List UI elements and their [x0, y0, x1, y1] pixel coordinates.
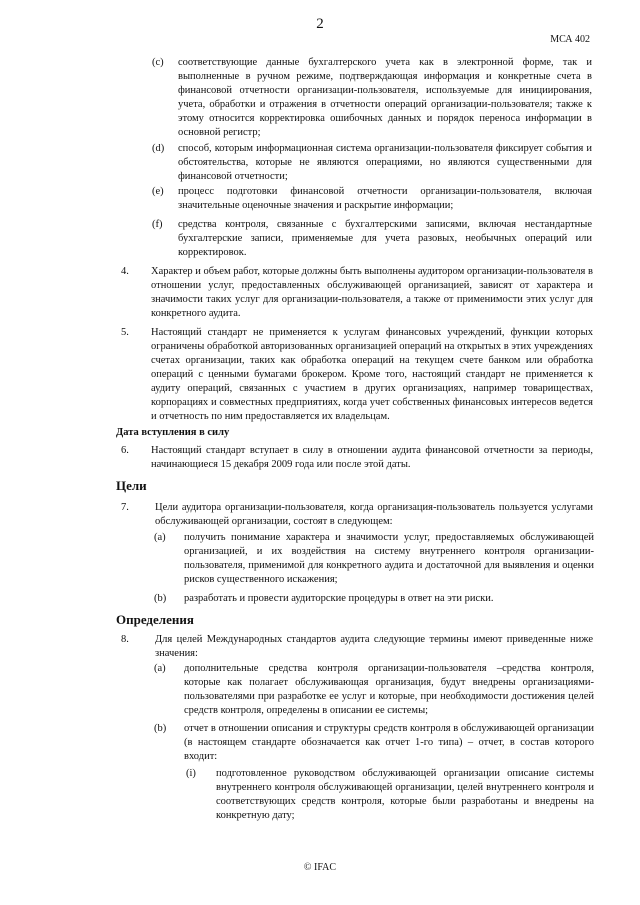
- paragraph-4: [121, 265, 593, 321]
- list-text: способ, которым информационная система организации-пользователя фиксирует события и обстоятельства, которые не являются операциями, но являются существенными для финансовой отчетности;: [178, 143, 592, 182]
- objective-item-b: [154, 592, 594, 606]
- definition-subitem-i: [186, 767, 594, 823]
- list-text: разработать и провести аудиторские процедуры в ответ на эти риски.: [184, 593, 494, 604]
- page-number: 2: [316, 16, 324, 32]
- definition-item-a: [154, 662, 594, 718]
- paragraph-number: 8.: [121, 634, 129, 645]
- paragraph-6: [121, 444, 593, 472]
- footer-copyright: © IFAC: [303, 862, 337, 873]
- list-label: (i): [186, 768, 196, 779]
- paragraph-5: [121, 326, 593, 424]
- document-code: МСА 402: [550, 34, 590, 45]
- list-label: (a): [154, 532, 166, 543]
- list-label: (f): [152, 219, 163, 230]
- list-label: (e): [152, 186, 164, 197]
- list-label: (b): [154, 593, 167, 604]
- list-text: получить понимание характера и значимости услуг, предоставляемых обслуживающей организацией, и их воздействия на систему внутреннего контроля организации-пользователя, применимой для конкретного аудита и достаточной для выявления и оценки рисков существенного искажения;: [184, 532, 594, 585]
- list-item-f: [152, 218, 592, 260]
- list-label: (b): [154, 723, 167, 734]
- paragraph-text: Настоящий стандарт не применяется к услугам финансовых учреждений, функции которых ограничены обработкой авторизованных организацией операций на открытых в этих учреждениях счетах организации, таких как обработка операций на текущем счете банком или обработка операций с ценными бумагами брокером. Кроме того, настоящий стандарт не применяется к аудиту операций, связанных с участием в других организациях, например товариществах, корпорациях и совместных предприятиях, когда учет собственных финансовых интересов ведется и отчетность по ним предоставляется их владельцам.: [151, 327, 593, 422]
- heading-definitions: Определения: [116, 612, 194, 627]
- paragraph-text: Характер и объем работ, которые должны быть выполнены аудитором организации-пользователя в отношении услуг, предоставленных обслуживающей организацией, зависят от характера и значимости таких услуг для организации-пользователя, а также от применимости этих услуг для конкретного аудита.: [151, 266, 593, 319]
- heading-effective-date: Дата вступления в силу: [116, 427, 230, 438]
- list-label: (d): [152, 143, 165, 154]
- list-label: (c): [152, 57, 164, 68]
- list-label: (a): [154, 663, 166, 674]
- list-text: дополнительные средства контроля организации-пользователя –средства контроля, которые как полагает обслуживающая организация, будут внедрены организациями-пользователями при разработке ее услуг и которые, при необходимости достижения целей средств контроля, определены в описании ее системы;: [184, 663, 594, 716]
- list-text: средства контроля, связанные с бухгалтерскими записями, включая нестандартные бухгалтерские записи, применяемые для учета разовых, необычных операций или корректировок.: [178, 219, 592, 258]
- paragraph-8: [121, 633, 593, 661]
- heading-objectives: Цели: [116, 478, 147, 493]
- paragraph-number: 6.: [121, 445, 129, 456]
- list-text: соответствующие данные бухгалтерского учета как в электронной форме, так и выполненные в ручном режиме, подтверждающая информация и конкретные счета в финансовой отчетности организации-пользователя, используемые для инициирования, учета, обработки и отражения в отчетности операций организации-пользователя; также к этому относится корректировка ошибочных данных и порядок переноса информации в основной регистр;: [178, 57, 592, 138]
- paragraph-text: Для целей Международных стандартов аудита следующие термины имеют приведенные ниже значения:: [155, 634, 593, 659]
- list-item-d: [152, 142, 592, 184]
- paragraph-number: 7.: [121, 502, 129, 513]
- list-text: подготовленное руководством обслуживающей организации описание системы внутреннего контроля обслуживающей организации, целей внутреннего контроля и соответствующих средств контроля, которые были разработаны и внедрены на конкретную дату;: [216, 768, 594, 821]
- paragraph-7: [121, 501, 593, 529]
- list-item-e: [152, 185, 592, 213]
- objective-item-a: [154, 531, 594, 587]
- list-text: отчет в отношении описания и структуры средств контроля в обслуживающей организации (в настоящем стандарте обозначается как отчет 1-го типа) – отчет, в состав которого входит:: [184, 723, 595, 762]
- paragraph-number: 4.: [121, 266, 129, 277]
- definition-item-b: [154, 722, 594, 764]
- list-text: процесс подготовки финансовой отчетности организации-пользователя, включая значительные оценочные значения и раскрытие информации;: [178, 186, 592, 211]
- paragraph-text: Цели аудитора организации-пользователя, когда организация-пользователь пользуется услугами обслуживающей организации, состоят в следующем:: [155, 502, 593, 527]
- paragraph-text: Настоящий стандарт вступает в силу в отношении аудита финансовой отчетности за периоды, начинающиеся 15 декабря 2009 года или после этой даты.: [151, 445, 593, 470]
- paragraph-number: 5.: [121, 327, 129, 338]
- list-item-c: [152, 56, 592, 140]
